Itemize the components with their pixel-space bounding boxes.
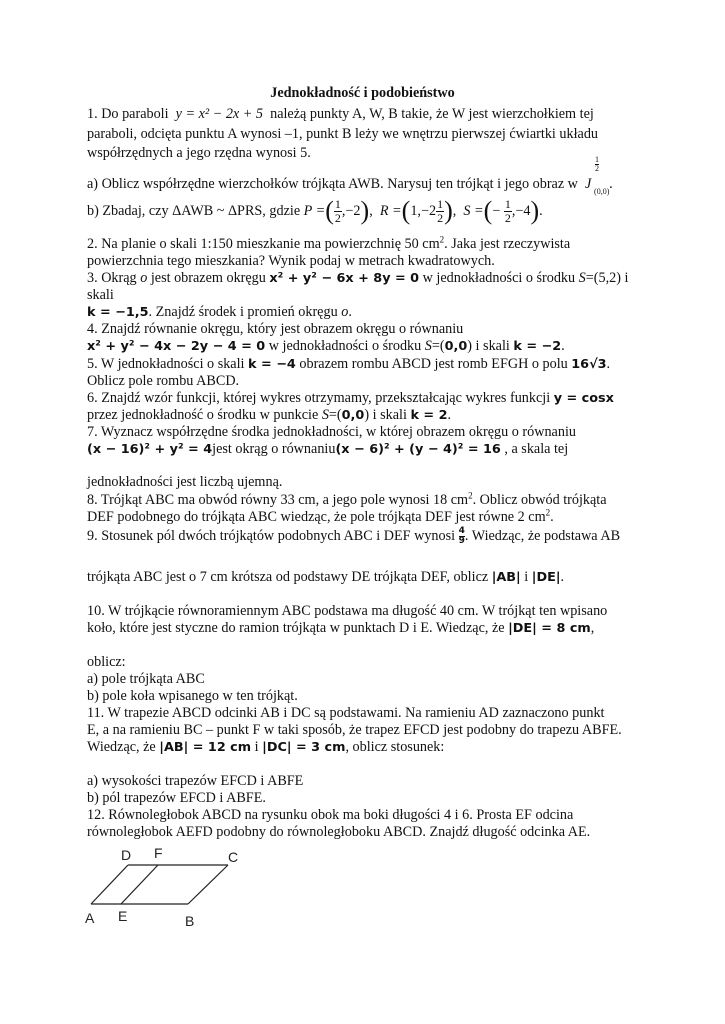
fraction [436,198,444,225]
num: 4 [458,526,465,536]
label-c: C [228,849,239,865]
center-s: S [578,270,586,286]
function-formula: y = cosx [553,391,614,406]
scale-k: k = 2 [410,408,448,423]
point-p-label: P = [303,202,326,219]
text: jest obrazem okręgu [150,270,266,286]
scale-k: k = −2 [513,339,562,354]
paren: ( [401,196,411,226]
den: 2 [334,211,341,225]
text: w jednokładności o środku [422,270,576,286]
text: . [348,304,352,320]
center-point: 0,0 [341,408,365,423]
text: , oblicz stosunek: [345,739,445,755]
center-s: S [321,407,329,423]
text: . Jaka jest rzeczywista [444,236,571,252]
side-bc [188,865,228,904]
problem-1-line-2: paraboli, odcięta punktu A wynosi –1, punkt B leży we wnętrzu pierwszej ćwiartki układu [87,126,599,142]
superscript: 2 [439,234,445,245]
problem-2-line-2: powierzchnia tego mieszkania? Wynik podaj w metrach kwadratowych. [87,253,495,269]
text: =(5,2) i [585,270,629,286]
num: 1 [504,197,511,211]
problem-4-line-1: 4. Znajdź równanie okręgu, który jest obrazem okręgu o równaniu [87,321,464,337]
paren: ( [483,196,493,226]
text: obrazem rombu ABCD jest romb EFGH o polu [299,356,568,372]
problem-6-line-1 [87,390,614,408]
text: 2. Na planie o skali 1:150 mieszkanie ma powierzchnię 50 cm [87,236,440,252]
circle-equation: x² + y² − 4x − 2y − 4 = 0 [87,339,266,354]
paren: ) [530,196,540,226]
problem-8-line-2 [87,509,554,526]
length-ab: |AB| = 12 cm [159,740,252,755]
scale-k: k = −1,5 [87,305,149,320]
problem-7-line-1: 7. Wyznacz współrzędne środka jednokładności, w której obrazem okręgu o równaniu [87,424,576,440]
length-de: |DE| = 8 cm [508,621,591,636]
homothety-symbol [585,155,610,196]
superscript: 2 [545,507,551,518]
text: ,−2 [341,202,361,219]
den: 2 [437,211,444,225]
center-subscript: (0,0) [594,187,610,196]
problem-1a [87,155,613,196]
circle-equation-2: (x − 6)² + (y − 4)² = 16 [335,442,501,457]
text: . [560,569,565,585]
text: i [524,569,529,585]
problem-4-line-2 [87,338,565,356]
text: . [447,407,452,423]
label-a: A [85,910,95,926]
text: 1,−2 [410,202,437,219]
problem-11b: b) pól trapezów EFCD i ABFE. [87,790,266,806]
point-r-label: R = [379,202,402,219]
problem-12-line-1: 12. Równoległobok ABCD na rysunku obok ma boki długości 4 i 6. Prosta EF odcina [87,807,574,823]
text: 3. Okrąg [87,270,137,286]
problem-11-line-3 [87,739,444,757]
circle-o: o [341,304,349,320]
problem-10a: a) pole trójkąta ABC [87,671,205,687]
paren: ) [444,196,453,226]
problem-2-line-1 [87,236,570,253]
text: − [492,202,501,219]
text: Wiedząc, że [87,739,156,755]
text: DEF podobnego do trójkąta ABC wiedząc, że pole trójkąta DEF jest równe 2 cm [87,509,546,525]
scale-k: k = −4 [248,357,296,372]
superscript: 2 [468,490,473,501]
text: a) Oblicz współrzędne wierzchołków trójkąta AWB. Narysuj ten trójkąt i jego obraz w [87,176,578,192]
problem-6-line-2 [87,407,451,425]
text: =( [328,407,342,423]
paren: ) [360,196,370,226]
text: . [539,202,543,219]
problem-7-line-3: jednokładności jest liczbą ujemną. [87,474,283,490]
text: 5. W jednokładności o skali [87,356,245,372]
area-value: 16√3 [571,357,607,372]
problem-11a: a) wysokości trapezów EFCD i ABFE [87,773,304,789]
num: 1 [437,197,444,211]
text: . [609,176,613,192]
j-letter: J [585,176,592,192]
point-s-label: S = [463,202,484,219]
text: ) i skali [364,407,407,423]
scale-num: 1 [595,155,600,164]
num: 1 [334,197,341,211]
label-d: D [121,848,132,863]
label-b: B [185,913,195,929]
problem-8-line-1 [87,492,607,509]
problem-1b: b) Zbadaj, czy ΔAWB ~ ΔPRS, gdzie P =( $\frac{1}{2}$ ,−2), R =(1,−2 $\frac{1}{2}$ ), S =(− $\frac{1}{2}$ ,−4). [87,196,543,226]
problem-7-line-2 [87,441,568,459]
problem-3-line-2: skali [87,287,114,303]
fraction [504,198,512,225]
label-f: F [154,848,163,861]
text: koło, które jest styczne do ramion trójkąta w punktach D i E. Wiedząc, że [87,620,505,636]
text: b) Zbadaj, czy ΔAWB ~ ΔPRS, gdzie [87,202,301,219]
text: ) i skali [467,338,510,354]
problem-12-line-2: równoległobok AEFD podobny do równoległoboku ABCD. Znajdź długość odcinka AE. [87,824,591,840]
problem-9-line-1 [87,527,620,546]
problem-5-line-2: Oblicz pole rombu ABCD. [87,373,240,389]
text: jest okrąg o równaniu [212,441,336,457]
text: . Wiedząc, że podstawa AB [464,527,621,544]
text: i [254,739,259,755]
fraction [334,198,342,225]
text: . Znajdź środek i promień okręgu [148,304,338,320]
parallelogram-figure [78,848,258,930]
length-dc: |DC| = 3 cm [262,740,346,755]
text: . [550,509,554,525]
scale-fraction [595,156,599,173]
problem-3-line-3 [87,304,352,322]
circle-equation-1: (x − 16)² + y² = 4 [87,442,213,457]
text: . [561,338,565,354]
center-s: S [424,338,432,354]
problem-3-line-1 [87,270,628,288]
problem-1-line-1 [87,106,594,123]
text: trójkąta ABC jest o 7 cm krótsza od podstawy DE trójkąta DEF, oblicz [87,569,489,585]
problem-10b: b) pole koła wpisanego w ten trójkąt. [87,688,298,704]
text: ,−4 [511,202,531,219]
text: =( [431,338,445,354]
text: 1. Do paraboli [87,106,169,122]
text: 6. Znajdź wzór funkcji, której wykres otrzymamy, przekształcając wykres funkcji [87,390,551,406]
text: należą punkty A, W, B takie, że W jest wierzchołkiem tej [270,106,594,122]
length-ab: |AB| [491,570,521,585]
page-title: Jednokładność i podobieństwo [270,85,455,101]
problem-11-line-2: E, a na ramieniu BC – punkt F w taki sposób, że trapez EFCD jest podobny do trapezu ABFE. [87,722,622,738]
problem-10-line-1: 10. W trójkącie równoramiennym ABC podstawa ma długość 40 cm. W trójkąt ten wpisano [87,603,608,619]
text: , a skala tej [504,441,569,457]
segment-ef [121,865,158,904]
text: , [590,620,595,636]
problem-5-line-1 [87,356,610,374]
circle-equation: x² + y² − 6x + 8y = 0 [269,271,420,286]
text: . [606,356,611,372]
text: przez jednokładność o środku w punkcie [87,407,319,423]
center-point: 0,0 [444,339,468,354]
problem-10-line-2 [87,620,594,638]
problem-10-line-3: oblicz: [87,654,126,670]
circle-o: o [140,270,148,286]
length-de: |DE| [531,570,561,585]
den: 2 [504,211,511,225]
text: . Oblicz obwód trójkąta [472,492,607,508]
parabola-equation: y = x² − 2x + 5 [175,106,263,122]
text: 9. Stosunek pól dwóch trójkątów podobnych ABC i DEF wynosi [87,527,456,544]
label-e: E [118,908,128,924]
den: 9 [458,536,465,546]
text: w jednokładności o środku [268,338,422,354]
scale-den: 2 [595,164,600,173]
problem-1-line-3: współrzędnych a jego rzędna wynosi 5. [87,145,311,161]
paren: ( [325,196,334,226]
side-ad [91,865,128,904]
text: 8. Trójkąt ABC ma obwód równy 33 cm, a jego pole wynosi 18 cm [87,492,469,508]
problem-11-line-1: 11. W trapezie ABCD odcinki AB i DC są podstawami. Na ramieniu AD zaznaczono punkt [87,705,605,721]
problem-9-line-2 [87,569,564,587]
